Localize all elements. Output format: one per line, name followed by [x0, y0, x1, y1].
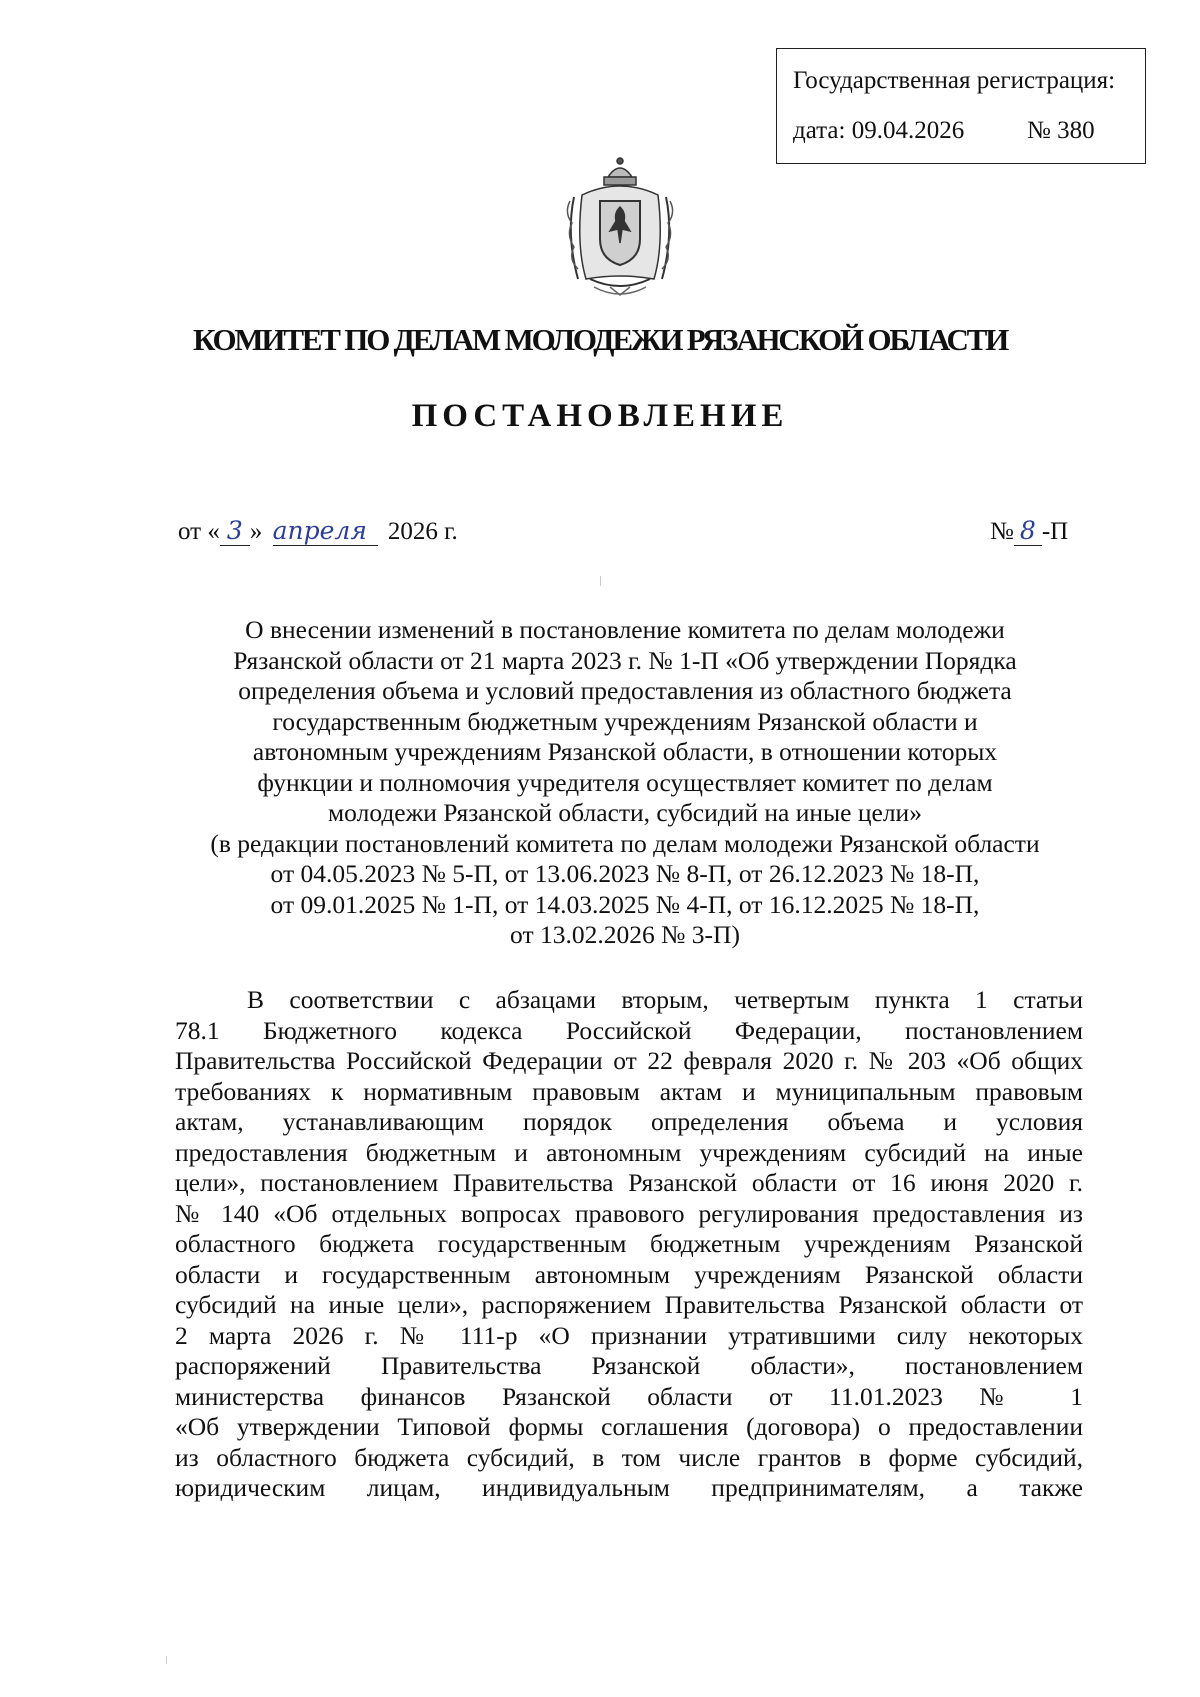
body-line: министерства финансов Рязанской области от 11.01.2023 № 1	[175, 1381, 1083, 1411]
title-line: определения объема и условий предоставления из областного бюджета	[238, 676, 1012, 705]
handwritten-number: 8	[1014, 516, 1042, 546]
body-paragraph	[175, 985, 1083, 1504]
ryazan-coat-of-arms-icon	[560, 155, 680, 305]
handwritten-day: 3	[220, 516, 250, 546]
number-prefix: №	[990, 518, 1014, 545]
title-line: от 04.05.2023 № 5-П, от 13.06.2023 № 8-П, от 26.12.2023 № 18-П,	[270, 859, 980, 888]
body-line: из областного бюджета субсидий, в том числе грантов в форме субсидий,	[175, 1442, 1083, 1472]
body-line: области и государственным автономным учреждениям Рязанской области	[175, 1259, 1083, 1289]
date-prefix: от «	[178, 518, 220, 545]
committee-name: КОМИТЕТ ПО ДЕЛАМ МОЛОДЕЖИ РЯЗАНСКОЙ ОБЛАСТИ	[192, 322, 1008, 357]
document-number	[990, 516, 1068, 546]
body-line: Правительства Российской Федерации от 22 февраля 2020 г. № 203 «Об общих	[175, 1046, 1083, 1075]
registration-title: Государственная регистрация:	[793, 67, 1116, 94]
body-line: «Об утверждении Типовой формы соглашения (договора) о предоставлении	[175, 1412, 1083, 1441]
date-mid: »	[249, 518, 263, 545]
registration-number: № 380	[1027, 117, 1095, 144]
body-line: областного бюджета государственным бюджетным учреждениям Рязанской	[175, 1229, 1083, 1258]
handwritten-month: апреля	[273, 516, 378, 546]
title-line: молодежи Рязанской области, субсидий на иные цели»	[328, 798, 922, 827]
document-title	[170, 615, 1080, 951]
body-line: юридическим лицам, индивидуальным предпринимателям, а также	[175, 1473, 1083, 1502]
document-type: ПОСТАНОВЛЕНИЕ	[411, 398, 789, 434]
body-line: распоряжений Правительства Рязанской области», постановлением	[175, 1351, 1083, 1380]
title-line: от 09.01.2025 № 1-П, от 14.03.2025 № 4-П, от 16.12.2025 № 18-П,	[270, 889, 980, 919]
title-line: Рязанской области от 21 марта 2023 г. № 1-П «Об утверждении Порядка	[233, 645, 1017, 675]
body-line: требованиях к нормативным правовым актам и муниципальным правовым	[175, 1076, 1083, 1106]
body-line: субсидий на иные цели», распоряжением Правительства Рязанской области от	[175, 1290, 1083, 1319]
registration-date: дата: 09.04.2026	[793, 117, 965, 144]
date-suffix: 2026 г.	[387, 518, 458, 545]
title-line: (в редакции постановлений комитета по делам молодежи Рязанской области	[210, 828, 1040, 858]
title-line: государственным бюджетным учреждениям Рязанской области и	[272, 706, 978, 736]
title-line: О внесении изменений в постановление комитета по делам молодежи	[245, 615, 1005, 644]
number-suffix: -П	[1041, 518, 1069, 545]
body-line: предоставления бюджетным и автономным учреждениям субсидий на иные	[175, 1137, 1083, 1167]
scan-mark	[600, 576, 601, 586]
body-line: цели», постановлением Правительства Рязанской области от 16 июня 2020 г.	[175, 1168, 1083, 1197]
body-line: 78.1 Бюджетного кодекса Российской Федерации, постановлением	[175, 1015, 1083, 1045]
title-line: от 13.02.2026 № 3-П)	[510, 920, 740, 949]
body-line: 2 марта 2026 г. № 111-р «О признании утратившими силу некоторых	[175, 1320, 1083, 1350]
scan-mark	[166, 1656, 167, 1664]
title-line: функции и полномочия учредителя осуществляет комитет по делам	[257, 767, 993, 797]
body-line: В соответствии с абзацами вторым, четвертым пункта 1 статьи	[247, 985, 1083, 1014]
document-date	[178, 516, 458, 546]
registration-stamp	[776, 48, 1146, 164]
title-line: автономным учреждениям Рязанской области, в отношении которых	[252, 737, 998, 766]
body-line: актам, устанавливающим порядок определения объема и условия	[175, 1107, 1083, 1136]
body-line: № 140 «Об отдельных вопросах правового регулирования предоставления из	[175, 1198, 1083, 1228]
